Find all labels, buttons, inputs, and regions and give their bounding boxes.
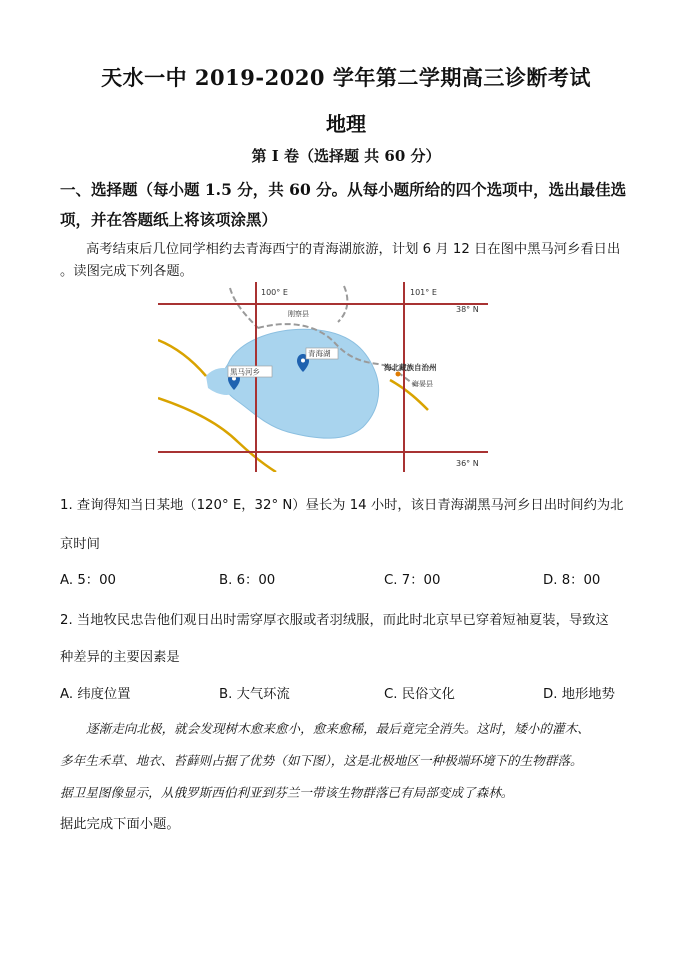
- section-title: 第 I 卷（选择题 共 60 分）: [251, 147, 441, 165]
- prefecture-label: 海北藏族自治州: [384, 363, 437, 372]
- county-east-label: 海晏县: [412, 380, 433, 388]
- subject-title: 地理: [326, 112, 366, 136]
- passage-1-line-2: 。读图完成下列各题。: [60, 264, 193, 279]
- q2-stem-line-1: 2. 当地牧民忠告他们观日出时需穿厚衣服或者羽绒服，而此时北京早已穿着短袖夏装，导致这: [60, 613, 609, 628]
- q1-stem-line-1: 1. 查询得知当日某地（120° E，32° N）昼长为 14 小时，该日青海湖黑马河乡日出时间约为北: [60, 498, 624, 513]
- q1-option-a: A. 5：00: [60, 573, 116, 588]
- q1-option-c: C. 7：00: [384, 573, 441, 588]
- passage-2-line-4: 据此完成下面小题。: [60, 817, 180, 832]
- lat-label-bottom: 36° N: [456, 459, 479, 468]
- lake-shape: [222, 329, 378, 438]
- county-north-label: 刚察县: [288, 310, 309, 318]
- lon-label-right: 101° E: [410, 288, 437, 297]
- lat-label-top: 38° N: [456, 305, 479, 314]
- q1-option-b: B. 6：00: [219, 573, 276, 588]
- passage-2-line-2: 多年生禾草、地衣、苔藓则占据了优势（如下图），这是北极地区一种极端环境下的生物群落。: [60, 753, 583, 768]
- q1-stem-line-2: 京时间: [60, 537, 100, 552]
- lake-label: 青海湖: [308, 349, 331, 358]
- q2-option-b: B. 大气环流: [219, 687, 290, 702]
- instructions-line-1: 一、选择题（每小题 1.5 分，共 60 分。从每小题所给的四个选项中，选出最佳选: [60, 180, 627, 199]
- passage-1-line-1: 高考结束后几位同学相约去青海西宁的青海湖旅游，计划 6 月 12 日在图中黑马河乡看日出: [86, 242, 621, 257]
- passage-2-line-1: 逐渐走向北极，就会发现树木愈来愈小，愈来愈稀，最后竟完全消失。这时，矮小的灌木、: [86, 721, 590, 736]
- passage-2-line-3: 据卫星图像显示，从俄罗斯西伯利亚到芬兰一带该生物群落已有局部变成了森林。: [60, 785, 514, 800]
- river-north: [158, 340, 206, 376]
- town-label: 黑马河乡: [230, 367, 260, 377]
- q2-option-a: A. 纬度位置: [60, 687, 131, 702]
- lon-label-left: 100° E: [261, 288, 288, 297]
- instructions-line-2: 项，并在答题纸上将该项涂黑）: [60, 210, 278, 229]
- q2-stem-line-2: 种差异的主要因素是: [60, 650, 180, 665]
- border-line-west: [230, 288, 258, 328]
- qinghai-lake-map: [158, 282, 488, 472]
- q1-option-d: D. 8：00: [543, 573, 601, 588]
- exam-title: 天水一中 2019-2020 学年第二学期高三诊断考试: [101, 65, 591, 90]
- q2-option-c: C. 民俗文化: [384, 687, 455, 702]
- settlement-dot: [396, 372, 401, 377]
- q2-option-d: D. 地形地势: [543, 687, 615, 702]
